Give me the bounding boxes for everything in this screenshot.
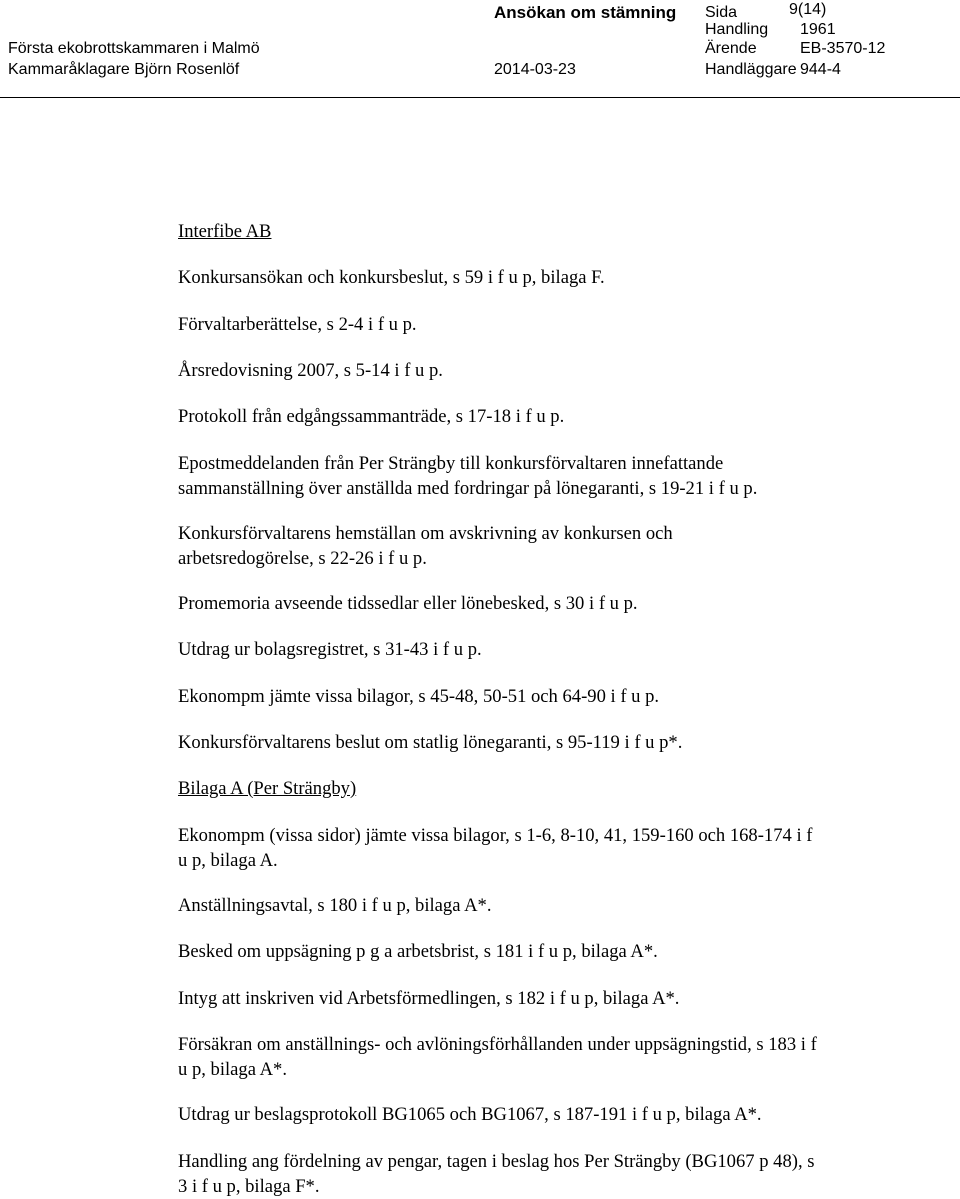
list-item: Utdrag ur beslagsprotokoll BG1065 och BG1067, s 187-191 i f u p, bilaga A*. [178,1104,762,1125]
bilaga-heading: Bilaga A (Per Strängby) [178,778,357,799]
document-date: 2014-03-23 [494,61,576,78]
list-item: Konkursansökan och konkursbeslut, s 59 i f u p, bilaga F. [178,267,605,288]
list-item: Konkursförvaltarens beslut om statlig lönegaranti, s 95-119 i f u p*. [178,732,683,753]
list-item: Konkursförvaltarens hemställan om avskrivning av konkursen och arbetsredogörelse, s 22-26 i f u p. [178,523,673,569]
prosecutor-name: Kammaråklagare Björn Rosenlöf [8,61,240,78]
document-title: Ansökan om stämning [494,3,677,22]
document-number-label: Handling [705,21,769,38]
list-item: Ekonompm (vissa sidor) jämte vissa bilagor, s 1-6, 8-10, 41, 159-160 och 168-174 i f u p, bilaga A. [178,825,813,871]
list-item: Handling ang fördelning av pengar, tagen i beslag hos Per Strängby (BG1067 p 48), s 3 i f u p, bilaga F*. [178,1151,815,1197]
list-item: Utdrag ur bolagsregistret, s 31-43 i f u p. [178,639,482,660]
case-label: Ärende [705,40,757,57]
page-value: 9(14) [789,1,827,18]
document-number-value: 1961 [800,21,836,38]
officer-value: 944-4 [800,61,841,78]
list-item: Förvaltarberättelse, s 2-4 i f u p. [178,314,417,335]
company-heading: Interfibe AB [178,221,272,242]
case-value: EB-3570-12 [800,40,886,57]
page-label: Sida [705,4,738,21]
list-item: Protokoll från edgångssammanträde, s 17-18 i f u p. [178,406,565,427]
list-item: Försäkran om anställnings- och avlöningsförhållanden under uppsägningstid, s 183 i f u p, bilaga A*. [178,1034,817,1080]
list-item: Årsredovisning 2007, s 5-14 i f u p. [178,360,443,381]
list-item: Epostmeddelanden från Per Strängby till konkursförvaltaren innefattande sammanställning över anställda med fordringar på lönegaranti, s 19-21 i f u p. [178,453,758,499]
list-item: Intyg att inskriven vid Arbetsförmedlingen, s 182 i f u p, bilaga A*. [178,988,680,1009]
court-name: Första ekobrottskammaren i Malmö [8,40,260,57]
list-item: Ekonompm jämte vissa bilagor, s 45-48, 50-51 och 64-90 i f u p. [178,686,660,707]
header-divider [0,97,960,98]
list-item: Besked om uppsägning p g a arbetsbrist, s 181 i f u p, bilaga A*. [178,941,658,962]
officer-label: Handläggare [705,61,797,78]
list-item: Promemoria avseende tidssedlar eller lönebesked, s 30 i f u p. [178,593,638,614]
list-item: Anställningsavtal, s 180 i f u p, bilaga A*. [178,895,492,916]
